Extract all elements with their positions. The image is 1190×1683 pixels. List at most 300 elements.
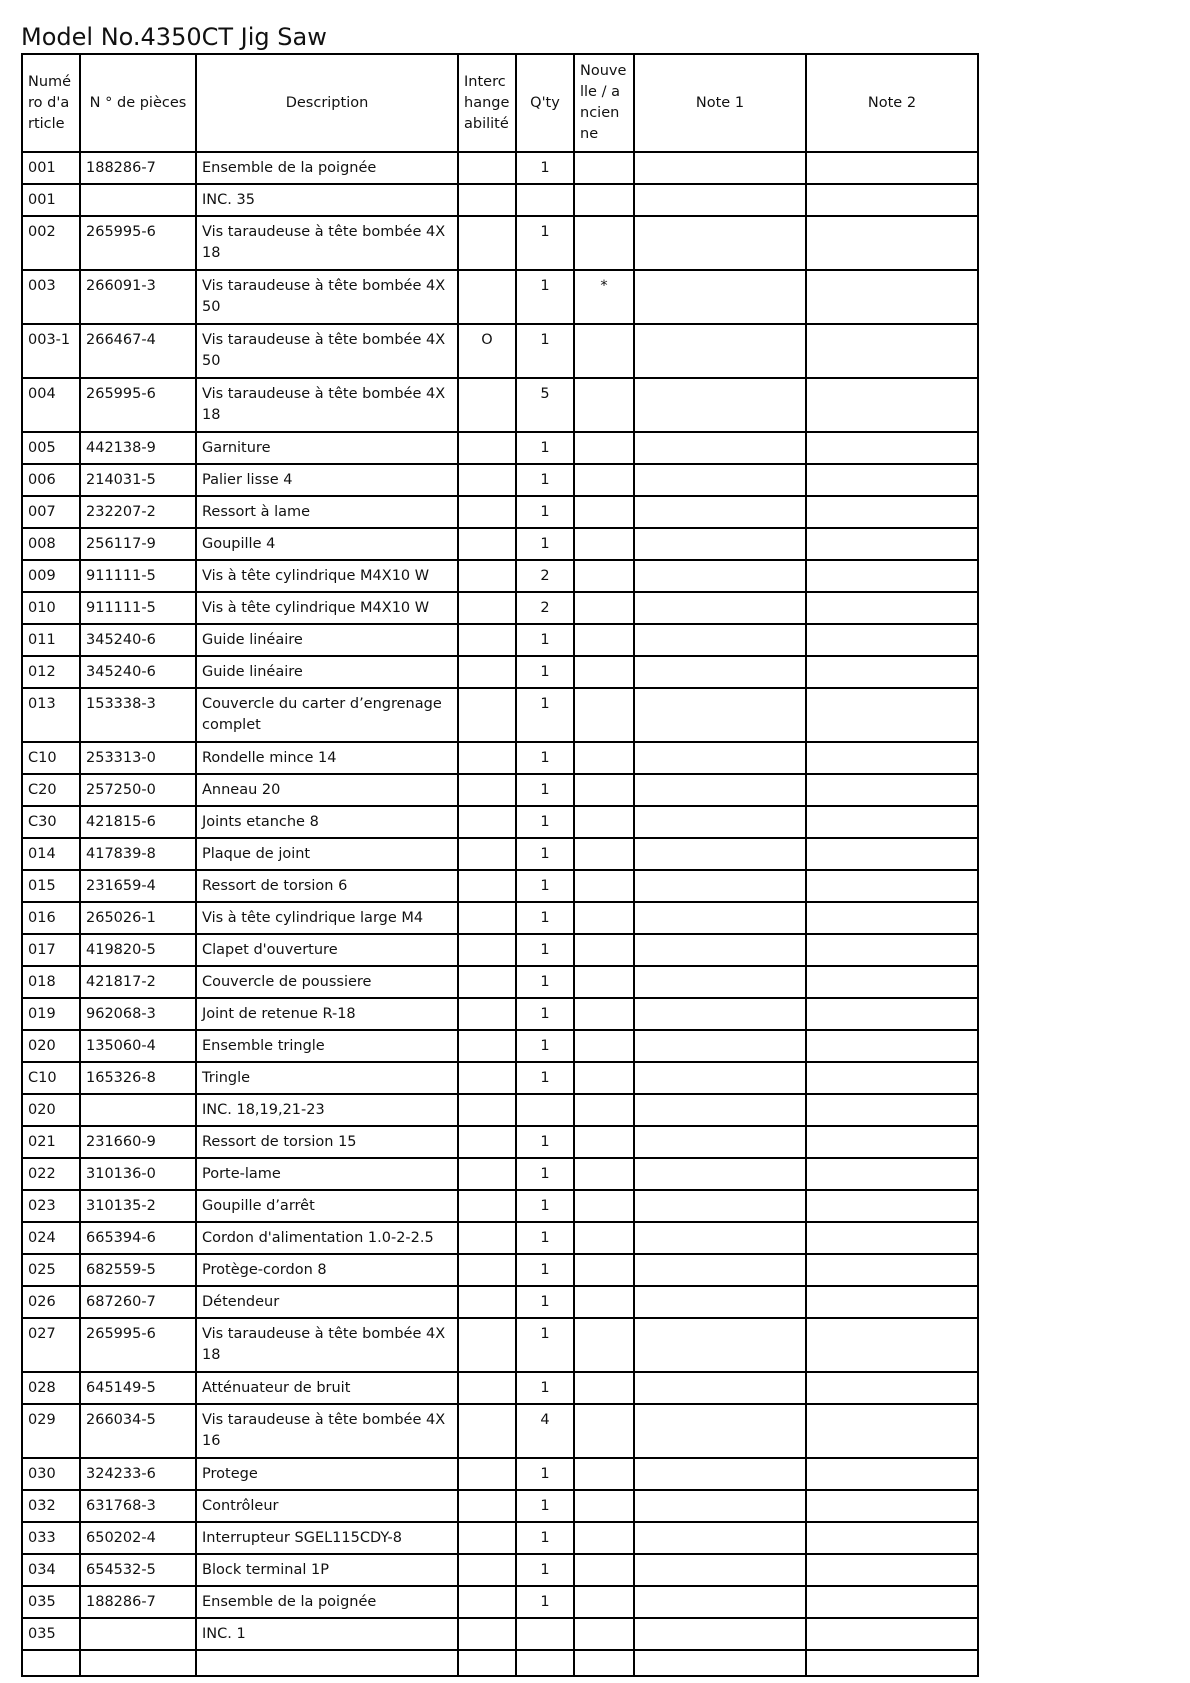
cell-new-old — [574, 1318, 634, 1372]
cell-item-number: 034 — [22, 1554, 80, 1586]
cell-note-2 — [806, 1458, 978, 1490]
cell-item-number: 033 — [22, 1522, 80, 1554]
cell-interchangeability — [458, 902, 516, 934]
cell-item-number: 003 — [22, 270, 80, 324]
cell-part-number: 417839-8 — [80, 838, 196, 870]
cell-interchangeability — [458, 1158, 516, 1190]
cell-interchangeability — [458, 966, 516, 998]
cell-note-2 — [806, 1586, 978, 1618]
cell-note-2 — [806, 1650, 978, 1676]
cell-item-number: 006 — [22, 464, 80, 496]
cell-part-number: 165326-8 — [80, 1062, 196, 1094]
cell-item-number: 025 — [22, 1254, 80, 1286]
cell-note-1 — [634, 324, 806, 378]
cell-interchangeability — [458, 1522, 516, 1554]
table-row — [22, 688, 978, 742]
cell-item-number: 003-1 — [22, 324, 80, 378]
cell-interchangeability — [458, 656, 516, 688]
header-note-1: Note 1 — [634, 54, 806, 152]
cell-quantity: 5 — [516, 378, 574, 432]
table-row — [22, 496, 978, 528]
cell-part-number: 256117-9 — [80, 528, 196, 560]
cell-item-number: 035 — [22, 1586, 80, 1618]
cell-note-2 — [806, 1190, 978, 1222]
table-row — [22, 838, 978, 870]
table-row — [22, 432, 978, 464]
cell-note-1 — [634, 270, 806, 324]
cell-part-number: 257250-0 — [80, 774, 196, 806]
table-row — [22, 378, 978, 432]
cell-description: Ressort de torsion 6 — [196, 870, 458, 902]
cell-interchangeability — [458, 806, 516, 838]
cell-part-number: 214031-5 — [80, 464, 196, 496]
cell-quantity — [516, 184, 574, 216]
cell-description: INC. 35 — [196, 184, 458, 216]
cell-part-number: 310135-2 — [80, 1190, 196, 1222]
cell-quantity: 4 — [516, 1404, 574, 1458]
cell-note-2 — [806, 1554, 978, 1586]
cell-description: Joint de retenue R-18 — [196, 998, 458, 1030]
cell-interchangeability — [458, 742, 516, 774]
cell-note-2 — [806, 1618, 978, 1650]
cell-description: Rondelle mince 14 — [196, 742, 458, 774]
cell-note-1 — [634, 1522, 806, 1554]
cell-item-number: 001 — [22, 152, 80, 184]
cell-quantity: 1 — [516, 902, 574, 934]
cell-description: Ressort de torsion 15 — [196, 1126, 458, 1158]
cell-note-1 — [634, 838, 806, 870]
cell-note-2 — [806, 528, 978, 560]
table-row — [22, 270, 978, 324]
cell-quantity: 1 — [516, 688, 574, 742]
cell-item-number: 005 — [22, 432, 80, 464]
cell-part-number: 231659-4 — [80, 870, 196, 902]
cell-part-number: 682559-5 — [80, 1254, 196, 1286]
cell-part-number: 232207-2 — [80, 496, 196, 528]
cell-note-1 — [634, 1254, 806, 1286]
cell-interchangeability — [458, 934, 516, 966]
table-row — [22, 998, 978, 1030]
cell-quantity: 1 — [516, 934, 574, 966]
table-row — [22, 1554, 978, 1586]
cell-new-old — [574, 1586, 634, 1618]
cell-new-old — [574, 1458, 634, 1490]
table-row — [22, 1318, 978, 1372]
cell-note-1 — [634, 464, 806, 496]
cell-description: Contrôleur — [196, 1490, 458, 1522]
cell-description: Vis taraudeuse à tête bombée 4X 50 — [196, 324, 458, 378]
cell-new-old — [574, 774, 634, 806]
cell-description: Ensemble de la poignée — [196, 152, 458, 184]
cell-new-old — [574, 464, 634, 496]
cell-description: Garniture — [196, 432, 458, 464]
cell-item-number: 027 — [22, 1318, 80, 1372]
cell-note-2 — [806, 464, 978, 496]
cell-note-1 — [634, 1094, 806, 1126]
cell-new-old — [574, 806, 634, 838]
cell-quantity: 1 — [516, 528, 574, 560]
cell-quantity: 1 — [516, 216, 574, 270]
cell-item-number: 026 — [22, 1286, 80, 1318]
cell-new-old — [574, 1490, 634, 1522]
cell-interchangeability — [458, 998, 516, 1030]
cell-note-2 — [806, 688, 978, 742]
cell-part-number: 911111-5 — [80, 560, 196, 592]
cell-note-2 — [806, 902, 978, 934]
cell-interchangeability — [458, 378, 516, 432]
cell-note-2 — [806, 870, 978, 902]
header-part-number: N ° de pièces — [80, 54, 196, 152]
cell-interchangeability — [458, 1404, 516, 1458]
cell-part-number: 188286-7 — [80, 152, 196, 184]
table-row — [22, 902, 978, 934]
cell-new-old — [574, 1650, 634, 1676]
cell-item-number: 015 — [22, 870, 80, 902]
cell-description: Tringle — [196, 1062, 458, 1094]
table-row — [22, 656, 978, 688]
cell-quantity: 1 — [516, 1190, 574, 1222]
cell-note-2 — [806, 1372, 978, 1404]
cell-item-number: 024 — [22, 1222, 80, 1254]
page-title: Model No.4350CT Jig Saw — [21, 23, 327, 51]
cell-interchangeability — [458, 1586, 516, 1618]
cell-quantity: 1 — [516, 496, 574, 528]
cell-interchangeability — [458, 560, 516, 592]
table-row — [22, 624, 978, 656]
cell-note-1 — [634, 528, 806, 560]
cell-item-number: 004 — [22, 378, 80, 432]
cell-interchangeability — [458, 1372, 516, 1404]
cell-item-number: 016 — [22, 902, 80, 934]
cell-interchangeability — [458, 1318, 516, 1372]
cell-item-number: 021 — [22, 1126, 80, 1158]
cell-note-1 — [634, 656, 806, 688]
cell-note-1 — [634, 1158, 806, 1190]
cell-note-1 — [634, 1030, 806, 1062]
cell-note-2 — [806, 592, 978, 624]
table-body — [22, 152, 978, 1676]
table-row — [22, 1030, 978, 1062]
cell-description: Atténuateur de bruit — [196, 1372, 458, 1404]
cell-note-1 — [634, 1618, 806, 1650]
cell-note-2 — [806, 1222, 978, 1254]
cell-note-2 — [806, 1062, 978, 1094]
cell-note-2 — [806, 1126, 978, 1158]
cell-description: Ensemble tringle — [196, 1030, 458, 1062]
cell-description: Joints etanche 8 — [196, 806, 458, 838]
cell-note-2 — [806, 934, 978, 966]
header-row — [22, 54, 978, 152]
cell-description: Porte-lame — [196, 1158, 458, 1190]
cell-new-old — [574, 1522, 634, 1554]
cell-quantity: 1 — [516, 270, 574, 324]
cell-item-number: 009 — [22, 560, 80, 592]
cell-interchangeability — [458, 432, 516, 464]
table-row — [22, 216, 978, 270]
cell-interchangeability — [458, 528, 516, 560]
cell-description: Interrupteur SGEL115CDY-8 — [196, 1522, 458, 1554]
cell-part-number: 650202-4 — [80, 1522, 196, 1554]
cell-interchangeability — [458, 152, 516, 184]
cell-item-number: 017 — [22, 934, 80, 966]
cell-note-1 — [634, 152, 806, 184]
cell-quantity: 1 — [516, 806, 574, 838]
cell-description: INC. 18,19,21-23 — [196, 1094, 458, 1126]
cell-new-old — [574, 1618, 634, 1650]
cell-part-number: 266091-3 — [80, 270, 196, 324]
cell-item-number: 029 — [22, 1404, 80, 1458]
cell-item-number: 020 — [22, 1030, 80, 1062]
table-row — [22, 1586, 978, 1618]
cell-new-old: * — [574, 270, 634, 324]
cell-note-2 — [806, 324, 978, 378]
cell-new-old — [574, 1404, 634, 1458]
cell-quantity: 1 — [516, 1586, 574, 1618]
cell-interchangeability — [458, 184, 516, 216]
cell-note-2 — [806, 624, 978, 656]
cell-part-number: 665394-6 — [80, 1222, 196, 1254]
cell-description: Block terminal 1P — [196, 1554, 458, 1586]
header-description: Description — [196, 54, 458, 152]
cell-interchangeability — [458, 1222, 516, 1254]
cell-note-2 — [806, 378, 978, 432]
cell-description: Vis taraudeuse à tête bombée 4X 18 — [196, 1318, 458, 1372]
cell-item-number: 007 — [22, 496, 80, 528]
cell-note-2 — [806, 1522, 978, 1554]
cell-note-1 — [634, 216, 806, 270]
cell-item-number: 002 — [22, 216, 80, 270]
cell-note-1 — [634, 560, 806, 592]
cell-quantity: 1 — [516, 1254, 574, 1286]
cell-note-1 — [634, 1650, 806, 1676]
cell-interchangeability — [458, 688, 516, 742]
cell-note-1 — [634, 934, 806, 966]
cell-interchangeability — [458, 1618, 516, 1650]
cell-interchangeability — [458, 1650, 516, 1676]
cell-description: Cordon d'alimentation 1.0-2-2.5 — [196, 1222, 458, 1254]
cell-item-number: C30 — [22, 806, 80, 838]
cell-note-2 — [806, 998, 978, 1030]
cell-description: Vis taraudeuse à tête bombée 4X 50 — [196, 270, 458, 324]
cell-note-1 — [634, 774, 806, 806]
cell-interchangeability — [458, 1126, 516, 1158]
cell-part-number: 253313-0 — [80, 742, 196, 774]
cell-item-number: 035 — [22, 1618, 80, 1650]
cell-part-number: 265995-6 — [80, 378, 196, 432]
cell-part-number: 324233-6 — [80, 1458, 196, 1490]
cell-new-old — [574, 1158, 634, 1190]
cell-item-number: 008 — [22, 528, 80, 560]
cell-new-old — [574, 496, 634, 528]
cell-interchangeability — [458, 1254, 516, 1286]
cell-new-old — [574, 1094, 634, 1126]
cell-part-number: 345240-6 — [80, 656, 196, 688]
cell-part-number: 135060-4 — [80, 1030, 196, 1062]
cell-interchangeability — [458, 774, 516, 806]
cell-item-number: 010 — [22, 592, 80, 624]
cell-description — [196, 1650, 458, 1676]
table-row — [22, 1404, 978, 1458]
table-row — [22, 1286, 978, 1318]
cell-note-1 — [634, 1062, 806, 1094]
cell-quantity: 1 — [516, 1286, 574, 1318]
cell-quantity: 1 — [516, 1554, 574, 1586]
cell-interchangeability — [458, 1094, 516, 1126]
cell-quantity: 1 — [516, 1490, 574, 1522]
cell-quantity — [516, 1094, 574, 1126]
cell-interchangeability — [458, 1030, 516, 1062]
cell-note-1 — [634, 1190, 806, 1222]
cell-item-number: 020 — [22, 1094, 80, 1126]
cell-item-number: 022 — [22, 1158, 80, 1190]
table-row — [22, 1372, 978, 1404]
table-row — [22, 966, 978, 998]
table-row — [22, 934, 978, 966]
cell-note-2 — [806, 774, 978, 806]
table-row — [22, 152, 978, 184]
cell-note-1 — [634, 966, 806, 998]
cell-part-number: 266467-4 — [80, 324, 196, 378]
cell-new-old — [574, 742, 634, 774]
cell-description: Guide linéaire — [196, 656, 458, 688]
cell-note-1 — [634, 806, 806, 838]
cell-item-number: 028 — [22, 1372, 80, 1404]
cell-description: Vis taraudeuse à tête bombée 4X 16 — [196, 1404, 458, 1458]
cell-description: Protège-cordon 8 — [196, 1254, 458, 1286]
cell-interchangeability: O — [458, 324, 516, 378]
cell-part-number: 265995-6 — [80, 216, 196, 270]
cell-new-old — [574, 1554, 634, 1586]
table-row — [22, 1190, 978, 1222]
cell-description: Vis taraudeuse à tête bombée 4X 18 — [196, 378, 458, 432]
cell-item-number: 030 — [22, 1458, 80, 1490]
cell-description: Goupille d’arrêt — [196, 1190, 458, 1222]
cell-new-old — [574, 152, 634, 184]
cell-quantity — [516, 1650, 574, 1676]
cell-description: INC. 1 — [196, 1618, 458, 1650]
cell-interchangeability — [458, 870, 516, 902]
cell-description: Vis à tête cylindrique large M4 — [196, 902, 458, 934]
cell-part-number: 421815-6 — [80, 806, 196, 838]
cell-item-number: C20 — [22, 774, 80, 806]
cell-note-1 — [634, 688, 806, 742]
cell-new-old — [574, 324, 634, 378]
cell-note-2 — [806, 270, 978, 324]
cell-quantity: 1 — [516, 998, 574, 1030]
table-row — [22, 560, 978, 592]
cell-item-number: C10 — [22, 1062, 80, 1094]
cell-part-number: 231660-9 — [80, 1126, 196, 1158]
cell-part-number: 631768-3 — [80, 1490, 196, 1522]
cell-interchangeability — [458, 270, 516, 324]
cell-note-1 — [634, 496, 806, 528]
cell-note-2 — [806, 560, 978, 592]
cell-new-old — [574, 1222, 634, 1254]
cell-quantity: 1 — [516, 432, 574, 464]
cell-quantity: 1 — [516, 324, 574, 378]
table-row — [22, 806, 978, 838]
table-row — [22, 742, 978, 774]
cell-note-1 — [634, 624, 806, 656]
cell-new-old — [574, 1286, 634, 1318]
cell-quantity: 1 — [516, 624, 574, 656]
cell-description: Anneau 20 — [196, 774, 458, 806]
cell-description: Détendeur — [196, 1286, 458, 1318]
cell-description: Couvercle du carter d’engrenage complet — [196, 688, 458, 742]
cell-description: Clapet d'ouverture — [196, 934, 458, 966]
cell-new-old — [574, 1372, 634, 1404]
cell-new-old — [574, 838, 634, 870]
table-row — [22, 1062, 978, 1094]
cell-note-2 — [806, 1404, 978, 1458]
cell-description: Ressort à lame — [196, 496, 458, 528]
cell-note-2 — [806, 496, 978, 528]
cell-part-number: 265995-6 — [80, 1318, 196, 1372]
cell-interchangeability — [458, 1286, 516, 1318]
cell-part-number: 188286-7 — [80, 1586, 196, 1618]
cell-quantity: 1 — [516, 966, 574, 998]
cell-new-old — [574, 184, 634, 216]
cell-quantity: 1 — [516, 1062, 574, 1094]
cell-description: Couvercle de poussiere — [196, 966, 458, 998]
table-row — [22, 1522, 978, 1554]
cell-quantity: 1 — [516, 870, 574, 902]
table-row — [22, 1222, 978, 1254]
cell-new-old — [574, 624, 634, 656]
table-row — [22, 1490, 978, 1522]
cell-item-number: 019 — [22, 998, 80, 1030]
cell-note-2 — [806, 806, 978, 838]
cell-new-old — [574, 656, 634, 688]
cell-part-number: 442138-9 — [80, 432, 196, 464]
cell-quantity: 1 — [516, 656, 574, 688]
cell-quantity: 1 — [516, 1372, 574, 1404]
cell-item-number: 023 — [22, 1190, 80, 1222]
cell-quantity: 1 — [516, 1458, 574, 1490]
cell-part-number — [80, 1618, 196, 1650]
cell-new-old — [574, 1190, 634, 1222]
table-row — [22, 1618, 978, 1650]
cell-interchangeability — [458, 592, 516, 624]
cell-note-1 — [634, 742, 806, 774]
cell-item-number: 012 — [22, 656, 80, 688]
cell-part-number: 645149-5 — [80, 1372, 196, 1404]
cell-quantity: 1 — [516, 1222, 574, 1254]
cell-description: Ensemble de la poignée — [196, 1586, 458, 1618]
table-row — [22, 528, 978, 560]
cell-note-2 — [806, 216, 978, 270]
cell-note-2 — [806, 1286, 978, 1318]
cell-note-1 — [634, 1318, 806, 1372]
cell-note-1 — [634, 432, 806, 464]
cell-new-old — [574, 966, 634, 998]
cell-description: Vis taraudeuse à tête bombée 4X 18 — [196, 216, 458, 270]
table-row — [22, 1094, 978, 1126]
cell-quantity: 2 — [516, 592, 574, 624]
cell-item-number: 001 — [22, 184, 80, 216]
header-interchangeability: Interchangeabilité — [458, 54, 516, 152]
header-quantity: Q'ty — [516, 54, 574, 152]
cell-note-2 — [806, 1030, 978, 1062]
cell-part-number: 687260-7 — [80, 1286, 196, 1318]
cell-note-2 — [806, 1094, 978, 1126]
cell-new-old — [574, 1254, 634, 1286]
cell-description: Palier lisse 4 — [196, 464, 458, 496]
cell-description: Vis à tête cylindrique M4X10 W — [196, 560, 458, 592]
table-header — [22, 54, 978, 152]
cell-note-1 — [634, 1404, 806, 1458]
header-new-old: Nouvelle / ancienne — [574, 54, 634, 152]
